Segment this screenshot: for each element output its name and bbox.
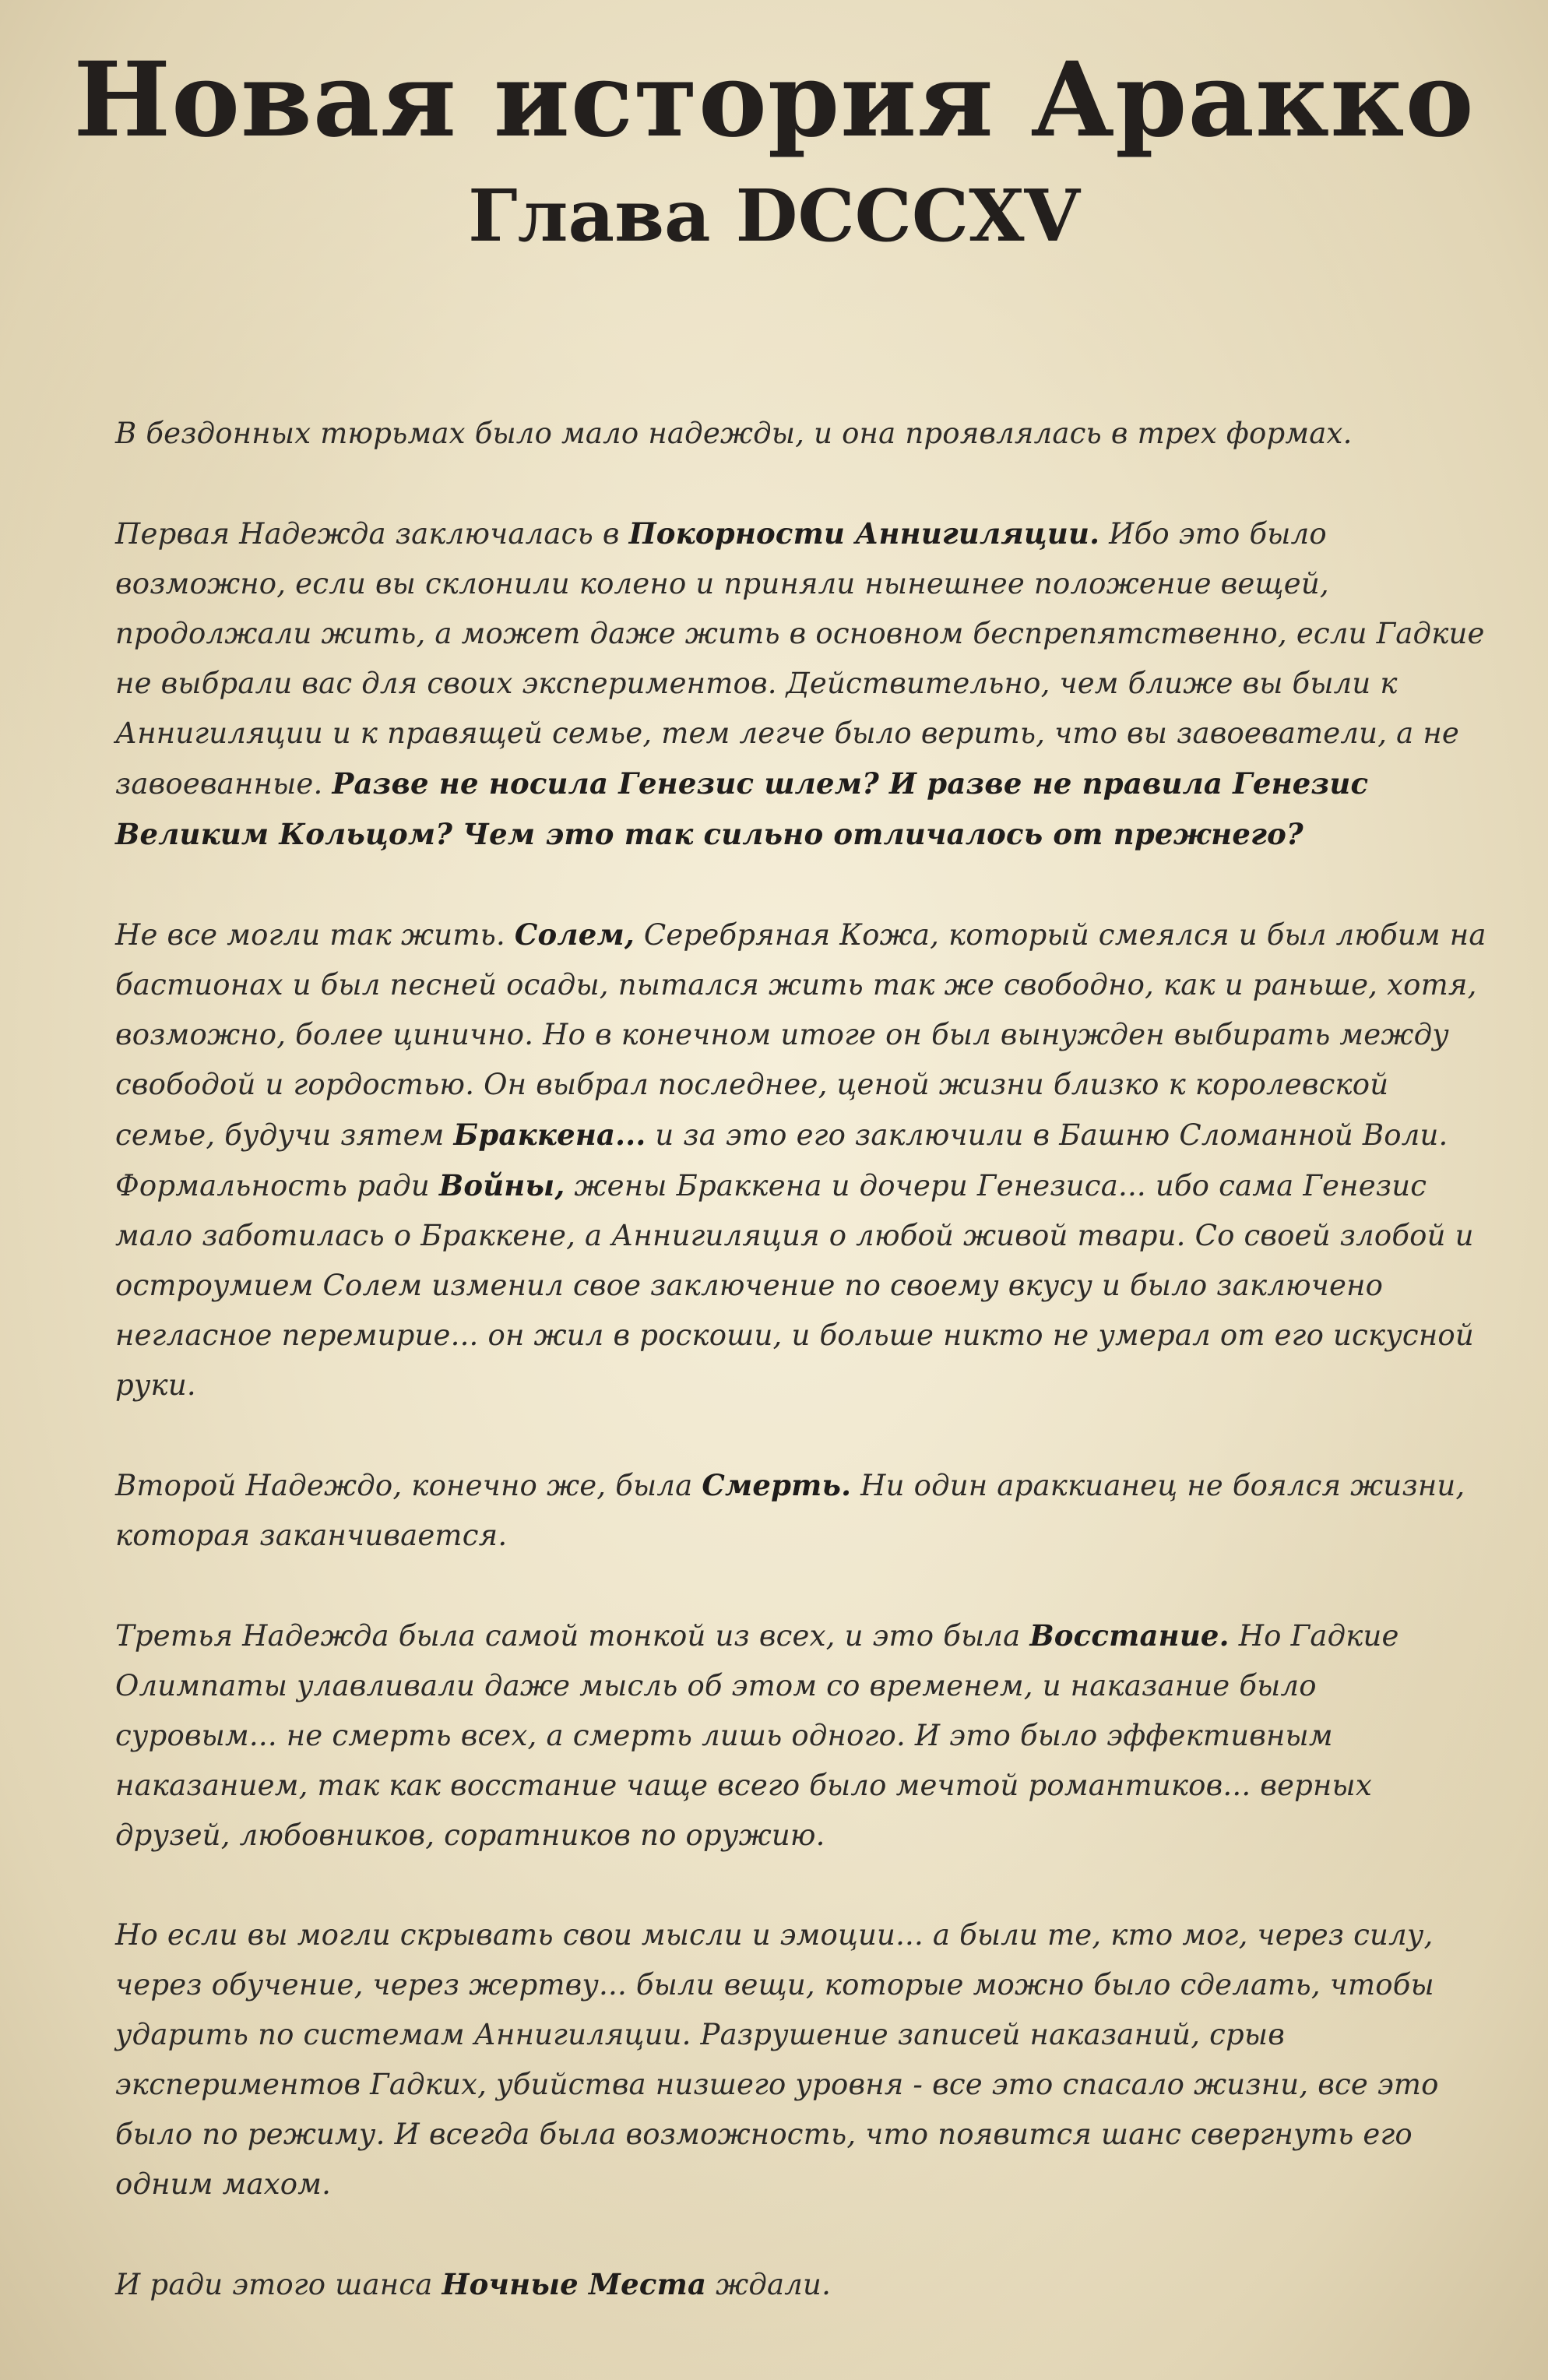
paragraph-solem (115, 910, 1487, 1410)
paragraph-text: Но Гадкие Олимпаты улавливали даже мысль об этом со временем, и наказание было суровым... не смерть всех, а смерть лишь одного. И это было эффективным наказанием, так как восстание чаще всего было мечтой романтиков... верных друзей, любовников, соратников по оружию. (115, 1619, 1399, 1852)
paragraph-hidden-thoughts (115, 1910, 1487, 2209)
paragraph-first-hope (115, 509, 1487, 860)
emphasis-text: Войны, (438, 1168, 565, 1202)
paragraph-text: ждали. (706, 2268, 832, 2301)
paragraph-text: Но если вы могли скрывать свои мысли и эмоции... а были те, кто мог, через силу, через обучение, через жертву... были вещи, которые можно было сделать, чтобы ударить по системам Аннигиляции. Разрушение записей наказаний, срыв экспериментов Гадких, убийства низшего уровня - все это спасало жизни, все это было по режиму. И всегда была возможность, что появится шанс свергнуть его одним махом. (115, 1918, 1439, 2201)
paragraph-text: В бездонных тюрьмах было мало надежды, и она проявлялась в трех формах. (115, 417, 1353, 450)
paragraph-text: Третья Надежда была самой тонкой из всех, и это была (115, 1619, 1030, 1653)
page-title: Новая история Аракко (73, 40, 1475, 160)
emphasis-text: Смерть. (702, 1468, 852, 1502)
emphasis-text: Солем, (514, 917, 635, 952)
paragraph-third-hope (115, 1611, 1487, 1861)
paragraph-text: Первая Надежда заключалась в (115, 517, 629, 551)
story-body (115, 409, 1487, 2360)
paragraph-second-hope (115, 1460, 1487, 1561)
page-header (0, 40, 1548, 258)
paragraph-text: и за это его заключили в Башню Сломанной Воли. Формальность ради (115, 1118, 1448, 1202)
emphasis-text: Разве не носила Генезис шлем? И разве не правила Генезис Великим Кольцом? Чем это так сильно отличалось от прежнего? (115, 766, 1369, 851)
paragraph-text: И ради этого шанса (115, 2268, 442, 2301)
paragraph-text: Второй Надеждо, конечно же, была (115, 1469, 702, 1502)
paragraph-text: Серебряная Кожа, который смеялся и был любим на бастионах и был песней осады, пытался жить так же свободно, как и раньше, хотя, возможно, более цинично. Но в конечном итоге он был вынужден выбирать между свободой и гордостью. Он выбрал последнее, ценой жизни близко к королевской семье, будучи зятем (115, 918, 1486, 1152)
emphasis-text: Ночные Места (442, 2267, 707, 2301)
emphasis-text: Восстание. (1029, 1618, 1230, 1653)
paragraph-intro (115, 409, 1487, 459)
paragraph-closing (115, 2259, 1487, 2310)
chapter-title: Глава DCCCXV (468, 173, 1080, 258)
emphasis-text: Покорности Аннигиляции. (628, 516, 1100, 551)
paragraph-text: Не все могли так жить. (115, 918, 515, 952)
paragraph-text: Ибо это было возможно, если вы склонили колено и приняли нынешнее положение вещей, продолжали жить, а может даже жить в основном беспрепятственно, если Гадкие не выбрали вас для своих экспериментов. Действительно, чем ближе вы были к Аннигиляции и к правящей семье, тем легче было верить, что вы завоеватели, а не завоеванные. (115, 517, 1485, 801)
paragraph-text: Ни один араккианец не боялся жизни, которая заканчивается. (115, 1469, 1465, 1552)
paragraph-text: жены Браккена и дочери Генезиса... ибо сама Генезис мало заботилась о Браккене, а Аннигиляция о любой живой твари. Со своей злобой и остроумием Солем изменил свое заключение по своему вкусу и было заключено негласное перемирие... он жил в роскоши, и больше никто не умерал от его искусной руки. (115, 1169, 1474, 1402)
emphasis-text: Браккена... (453, 1118, 646, 1152)
